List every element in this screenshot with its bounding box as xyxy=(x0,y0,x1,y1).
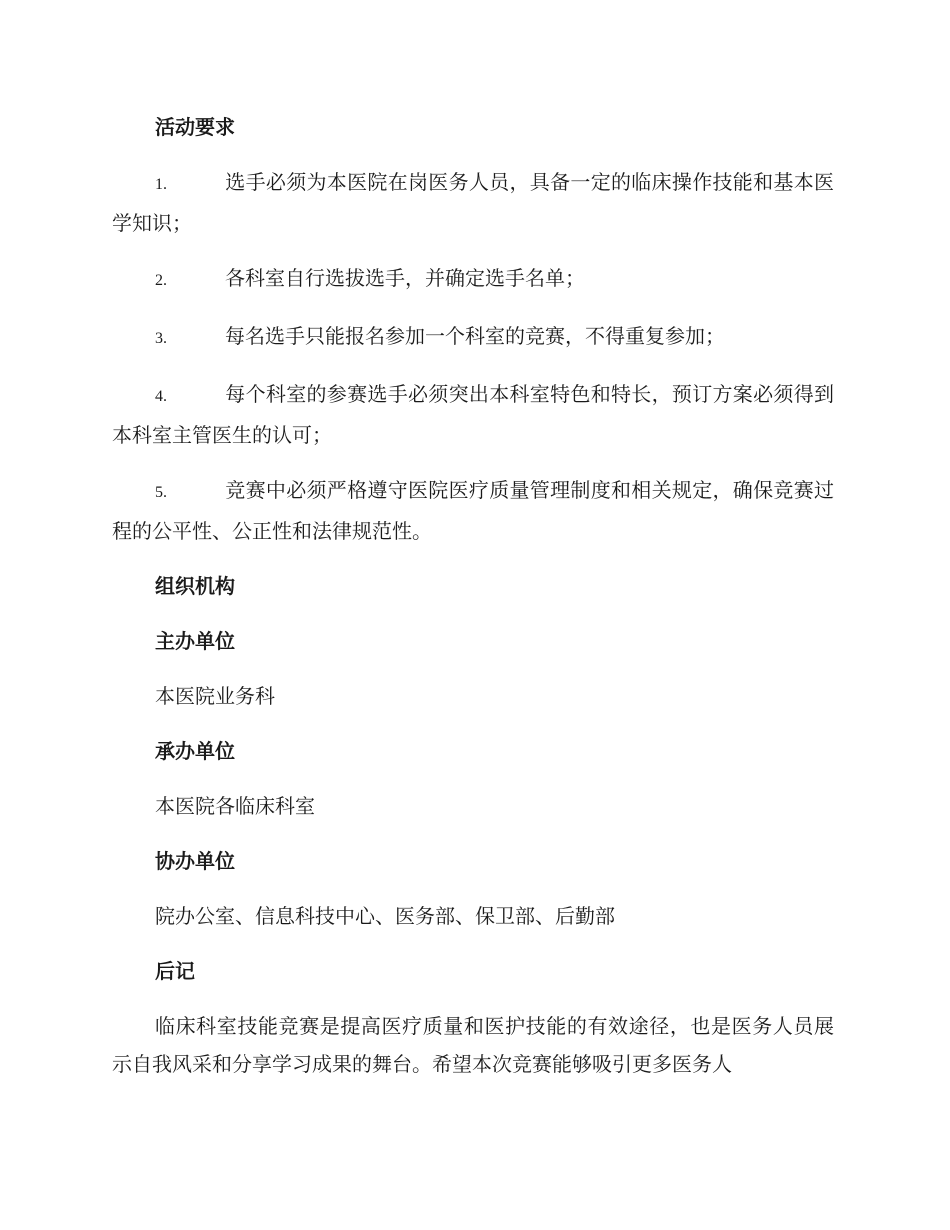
afterword-heading: 后记 xyxy=(155,959,195,983)
requirement-item xyxy=(112,259,834,300)
requirement-item xyxy=(112,163,834,242)
requirement-text: 选手必须为本医院在岗医务人员，具备一定的临床操作技能和基本医学知识； xyxy=(112,170,834,235)
requirement-number: 1. xyxy=(155,176,167,193)
requirement-item xyxy=(112,471,834,550)
host-text: 本医院业务科 xyxy=(155,684,275,708)
requirement-text: 每个科室的参赛选手必须突出本科室特色和特长，预订方案必须得到本科室主管医生的认可； xyxy=(112,382,834,447)
co-organizer-heading: 协办单位 xyxy=(155,849,235,873)
requirement-text: 各科室自行选拔选手，并确定选手名单； xyxy=(225,266,585,290)
co-organizer-text: 院办公室、信息科技中心、医务部、保卫部、后勤部 xyxy=(155,904,615,928)
org-heading: 组织机构 xyxy=(155,574,235,598)
requirement-item xyxy=(112,317,834,358)
host-heading: 主办单位 xyxy=(155,629,235,653)
requirement-number: 2. xyxy=(155,272,167,289)
requirement-number: 4. xyxy=(155,388,167,405)
afterword-text: 临床科室技能竞赛是提高医疗质量和医护技能的有效途径，也是医务人员展示自我风采和分享学习成果的舞台。希望本次竞赛能够吸引更多医务人 xyxy=(112,1014,834,1076)
requirements-heading: 活动要求 xyxy=(155,115,235,139)
requirement-text: 竞赛中必须严格遵守医院医疗质量管理制度和相关规定，确保竞赛过程的公平性、公正性和法律规范性。 xyxy=(112,478,834,543)
requirement-item xyxy=(112,375,834,454)
organizer-heading: 承办单位 xyxy=(155,739,235,763)
organizer-text: 本医院各临床科室 xyxy=(155,794,315,818)
document-content xyxy=(112,108,834,1100)
requirement-number: 3. xyxy=(155,330,167,347)
requirement-number: 5. xyxy=(155,484,167,501)
requirement-text: 每名选手只能报名参加一个科室的竞赛，不得重复参加； xyxy=(225,324,725,348)
